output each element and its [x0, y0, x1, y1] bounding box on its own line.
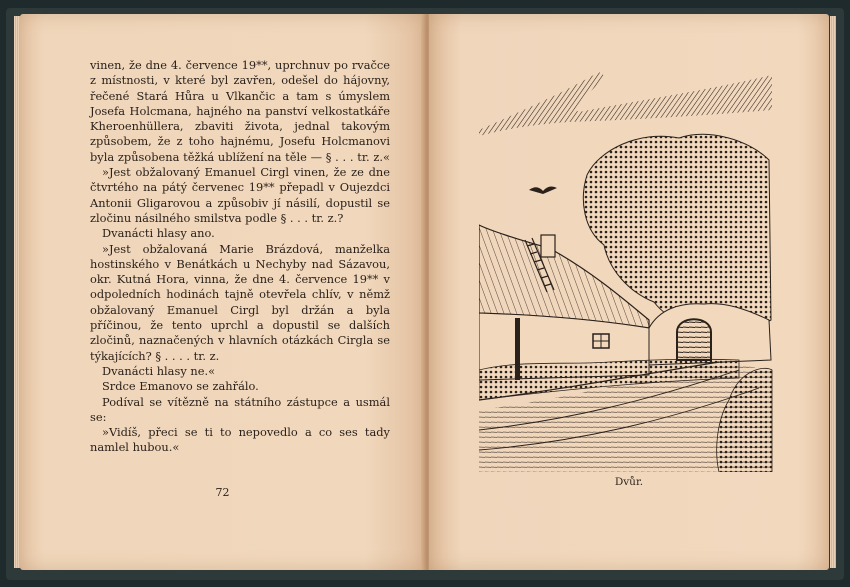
farmyard-illustration: [479, 70, 774, 472]
paragraph: Dvanácti hlasy ano.: [102, 226, 215, 241]
paragraph: »Jest obžalovaná Marie Brázdová, manželka hostinského v Benátkách u Nechyby nad Sázavou, okr. Kutná Hora, vinna, že dne 4. července 19** v odpoledních hodinách tajně otevřela chlív, v němž obžalovaný Emanuel Cirgl byl držán a byla příčinou, že tento uprchl a dopustil se dalších zločinů, naznačených v hlavních otázkách Cirgla se týkajících? § . . . . tr. z.: [90, 241, 390, 363]
window: [593, 334, 609, 348]
body-text: [90, 58, 390, 456]
right-page-edges: [830, 16, 836, 568]
paragraph: Podíval se vítězně na státního zástupce a usmál se:: [90, 394, 390, 424]
illustration-caption: Dvůr.: [614, 476, 644, 488]
chimney: [541, 235, 555, 257]
paragraph: »Jest obžalovaný Emanuel Cirgl vinen, že ze dne čtvrtého na pátý červenec 19** přepadl v Oujezdci Antonii Gligarovou a způsobiv jí násilí, dopustil se zločinu násilného smilstva podle § . . . tr. z.?: [90, 165, 390, 225]
bird-icon: [529, 187, 557, 194]
gate: [677, 319, 711, 360]
paragraph: vinen, že dne 4. července 19**, uprchnuv po rvačce z místnosti, v které byl zavřen, odešel do hájovny, řečené Stará Hůra u Vlkančic a tam s úmyslem Josefa Holcmana, hajného na panství velkostatkáře Kheroenhüllera, zbaviti života, jednal takovým způsobem, že z toho hajnému, Josefu Holcmanovi byla způsobena těžká ublížení na těle — § . . . tr. z.«: [90, 58, 390, 164]
right-page: [429, 14, 829, 570]
paragraph: »Vidíš, přeci se ti to nepovedlo a co ses tady namlel hubou.«: [90, 425, 390, 455]
book-spread: [6, 8, 844, 580]
paragraph: Srdce Emanovo se zahřálo.: [102, 379, 259, 394]
left-page: [20, 14, 425, 570]
paragraph: Dvanácti hlasy ne.«: [102, 363, 216, 378]
page-number: 72: [215, 486, 230, 499]
cloud: [479, 72, 772, 136]
